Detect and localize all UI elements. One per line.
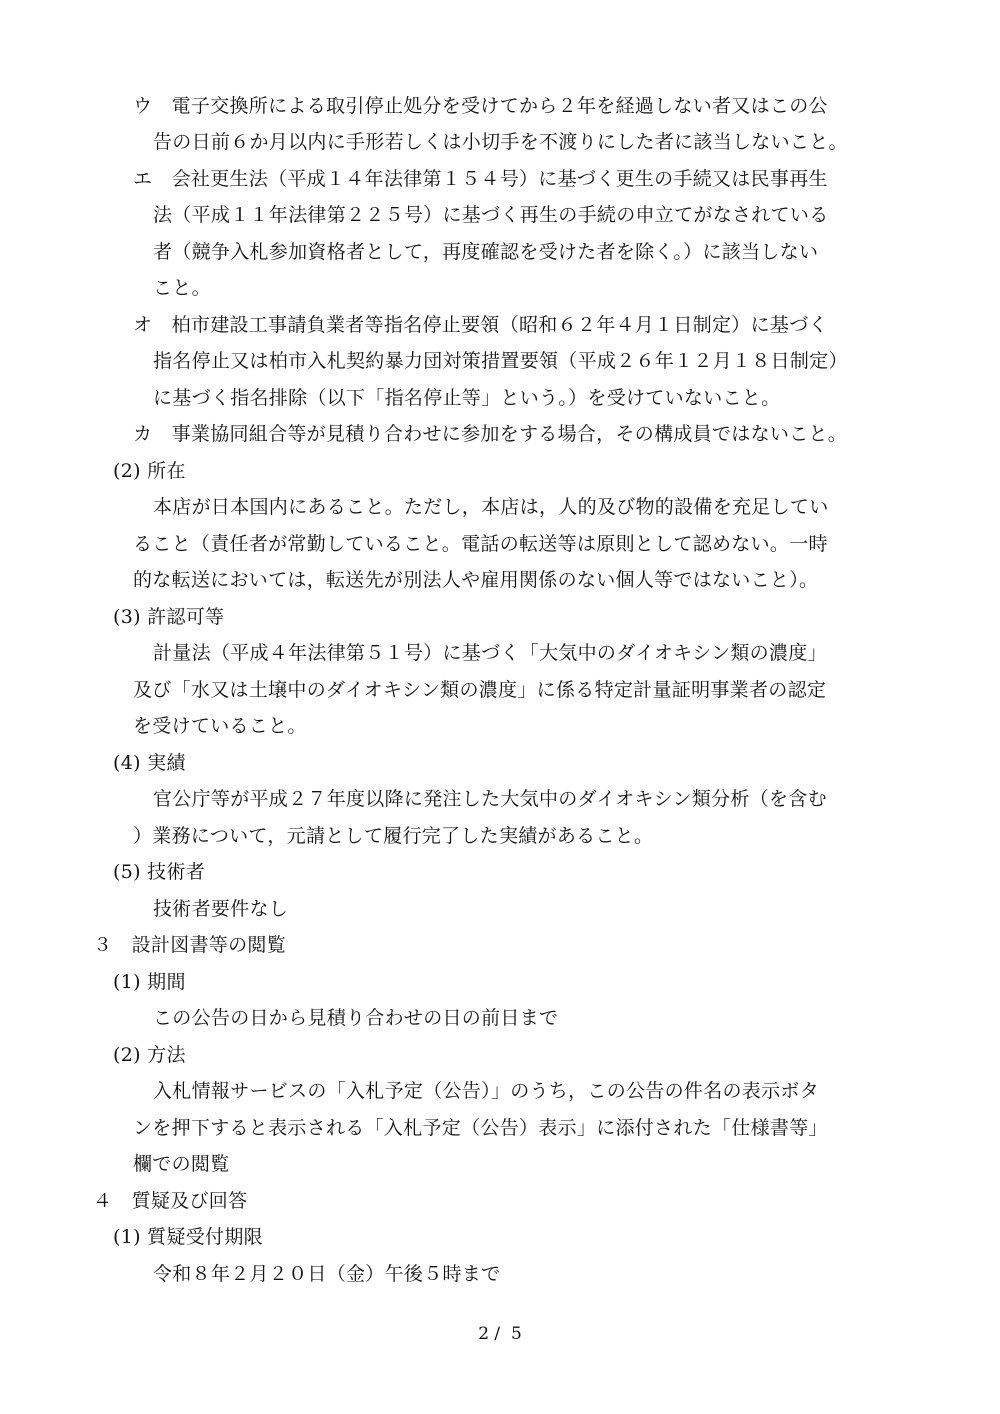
text-line: 及び「水又は土壌中のダイオキシン類の濃度」に係る特定計量証明事業者の認定 [133,679,827,701]
section-heading: (2) 方法 [113,1044,186,1066]
text-line: この公告の日から見積り合わせの日の前日まで [153,1007,559,1029]
text-line: 本店が日本国内にあること。ただし，本店は，人的及び物的設備を充足してい [153,496,829,518]
text-line: 令和８年２月２０日（金）午後５時まで [153,1263,501,1285]
text-line: エ 会社更生法（平成１４年法律第１５４号）に基づく更生の手続又は民事再生 [133,168,828,190]
text-line: 技術者要件なし [153,898,289,920]
section-heading: (1) 質疑受付期限 [113,1226,263,1248]
text-line: 法（平成１１年法律第２２５号）に基づく再生の手続の申立てがなされている [153,204,829,226]
text-line: 入札情報サービスの「入札予定（公告）」のうち，この公告の件名の表示ボタ [153,1080,820,1102]
section-heading: (4) 実績 [113,752,186,774]
text-line: 官公庁等が平成２７年度以降に発注した大気中のダイオキシン類分析（を含む [153,788,827,810]
section-heading: (2) 所在 [113,460,186,482]
text-line: ること（責任者が常勤していること。電話の転送等は原則として認めない。一時 [133,533,828,555]
text-line: 者（競争入札参加資格者として，再度確認を受けた者を除く。）に該当しない [153,241,819,263]
text-line: こと。 [153,277,211,299]
text-line: 指名停止又は柏市入札契約暴力団対策措置要領（平成２６年１２月１８日制定） [153,350,848,372]
text-line: を受けていること。 [133,715,307,737]
text-line: 欄での閲覧 [133,1153,230,1175]
text-line: 的な転送においては，転送先が別法人や雇用関係のない個人等ではないこと）。 [133,569,819,591]
text-line: に基づく指名排除（以下「指名停止等」という。）を受けていないこと。 [153,387,781,409]
section-heading: (3) 許認可等 [113,606,225,628]
page-number: 2 / 5 [478,1324,522,1344]
text-line: ウ 電子交換所による取引停止処分を受けてから２年を経過しない者又はこの公 [133,95,828,117]
chapter-heading: ３ 設計図書等の閲覧 [93,934,287,956]
text-line: オ 柏市建設工事請負業者等指名停止要領（昭和６２年４月１日制定）に基づく [133,314,828,336]
section-heading: (5) 技術者 [113,861,206,883]
text-line: 告の日前６か月以内に手形若しくは小切手を不渡りにした者に該当しないこと。 [153,131,848,153]
text-line: 計量法（平成４年法律第５１号）に基づく「大気中のダイオキシン類の濃度」 [153,642,827,664]
section-heading: (1) 期間 [113,971,186,993]
text-line: ）業務について，元請として履行完了した実績があること。 [133,825,654,847]
text-line: カ 事業協同組合等が見積り合わせに参加をする場合，その構成員ではないこと。 [133,423,848,445]
chapter-heading: ４ 質疑及び回答 [93,1190,248,1212]
text-line: ンを押下すると表示される「入札予定（公告）表示」に添付された「仕様書等」 [133,1117,828,1139]
